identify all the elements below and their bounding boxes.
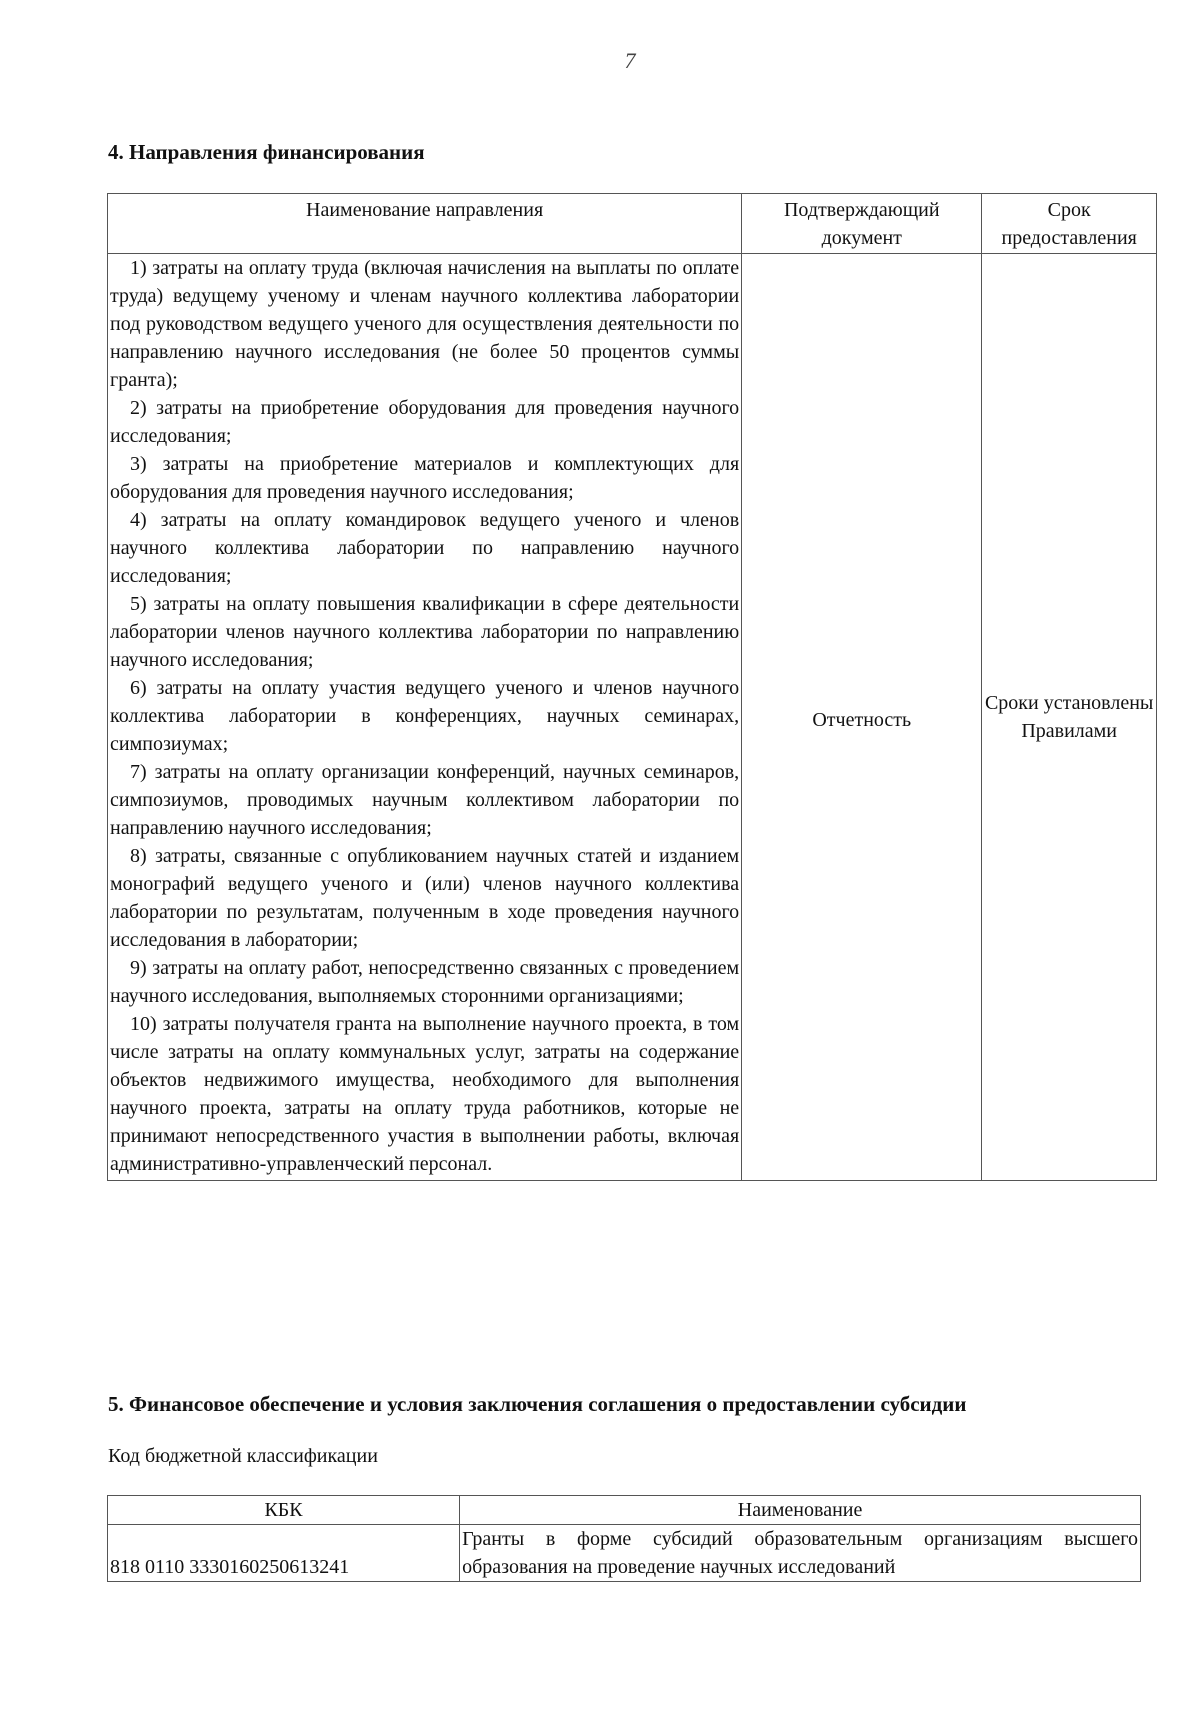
table-header-row: [108, 194, 1157, 254]
funding-directions-table: [107, 193, 1157, 1181]
directions-list: [108, 254, 742, 1181]
list-item: 7) затраты на оплату организации конференций, научных семинаров, симпозиумов, проводимых научным коллективом лаборатории по направлению научного исследования;: [110, 761, 740, 839]
header-kbk: КБК: [108, 1496, 460, 1525]
deadline-cell: Сроки установлены Правилами: [982, 254, 1157, 1181]
list-item: 2) затраты на приобретение оборудования для проведения научного исследования;: [110, 397, 740, 447]
section-4-title: 4. Направления финансирования: [108, 140, 425, 164]
list-item: 3) затраты на приобретение материалов и комплектующих для оборудования для проведения научного исследования;: [110, 453, 740, 503]
list-item: 9) затраты на оплату работ, непосредственно связанных с проведением научного исследования, выполняемых сторонними организациями;: [110, 957, 740, 1007]
kbk-label: Код бюджетной классификации: [108, 1445, 378, 1467]
header-document: Подтверждающий документ: [742, 194, 982, 254]
page-number: 7: [624, 48, 636, 73]
document-cell: Отчетность: [742, 254, 982, 1181]
list-item: 5) затраты на оплату повышения квалификации в сфере деятельности лаборатории членов научного коллектива лаборатории по направлению научного исследования;: [110, 593, 740, 671]
table-row: [108, 254, 1157, 1181]
kbk-code: 818 0110 3330160250613241: [108, 1525, 460, 1582]
kbk-table: [107, 1495, 1141, 1582]
list-item: 6) затраты на оплату участия ведущего ученого и членов научного коллектива лаборатории в конференциях, научных семинарах, симпозиумах;: [110, 677, 740, 755]
kbk-name: Гранты в форме субсидий образовательным организациям высшего образования на проведение научных исследований: [460, 1525, 1141, 1582]
list-item: 10) затраты получателя гранта на выполнение научного проекта, в том числе затраты на оплату коммунальных услуг, затраты на содержание объектов недвижимого имущества, необходимого для выполнения научного проекта, затраты на оплату труда работников, которые не принимают непосредственного участия в выполнении работы, включая административно-управленческий персонал.: [110, 1013, 740, 1175]
kbk-header-row: [108, 1496, 1141, 1525]
header-deadline: Срок предоставления: [982, 194, 1157, 254]
section-5-title: 5. Финансовое обеспечение и условия заключения соглашения о предоставлении субсидии: [108, 1392, 967, 1416]
header-name: Наименование: [460, 1496, 1141, 1525]
list-item: 1) затраты на оплату труда (включая начисления на выплаты по оплате труда) ведущему ученому и членам научного коллектива лаборатории под руководством ведущего ученого для осуществления деятельности по направлению научного исследования (не более 50 процентов суммы гранта);: [110, 257, 740, 391]
header-direction: Наименование направления: [108, 194, 742, 254]
list-item: 4) затраты на оплату командировок ведущего ученого и членов научного коллектива лаборатории по направлению научного исследования;: [110, 509, 740, 587]
list-item: 8) затраты, связанные с опубликованием научных статей и изданием монографий ведущего ученого и (или) членов научного коллектива лаборатории по результатам, полученным в ходе проведения научного исследования в лаборатории;: [110, 845, 740, 951]
table-row: [108, 1525, 1141, 1582]
